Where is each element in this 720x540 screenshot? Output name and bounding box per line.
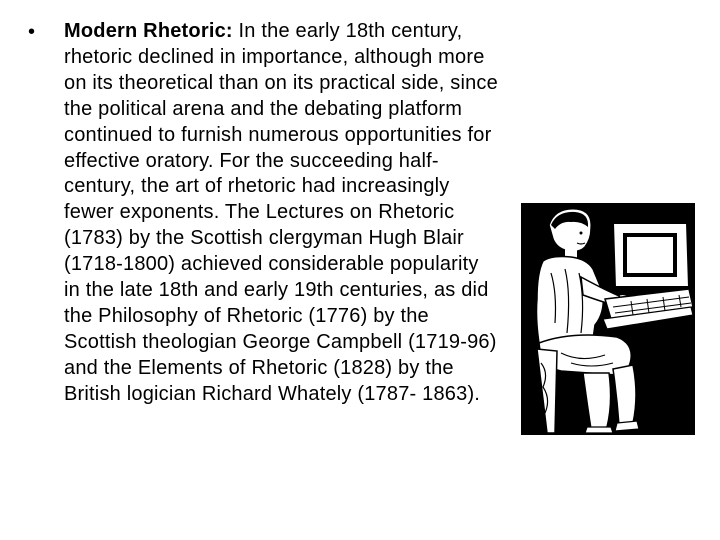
bullet-item	[28, 19, 498, 408]
clipart-illustration	[521, 203, 695, 435]
bullet-term: Modern Rhetoric:	[64, 20, 233, 42]
bullet-body: In the early 18th century, rhetoric declined in importance, although more on its theoretical than on its practical side, since the political arena and the debating platform continued to furnish numerous opportunities for effective oratory. For the succeeding half-century, the art of rhetoric had increasingly fewer exponents. The Lectures on Rhetoric (1783) by the Scottish clergyman Hugh Blair (1718-1800) achieved considerable popularity in the late 18th and early 19th centuries, as did the Philosophy of Rhetoric (1776) by the Scottish theologian George Campbell (1719-96) and the Elements of Rhetoric (1828) by the British logician Richard Whately (1787- 1863).	[64, 20, 498, 405]
bullet-text	[64, 19, 498, 408]
figure-at-computer-icon	[521, 203, 695, 435]
bullet-marker: •	[28, 21, 36, 43]
